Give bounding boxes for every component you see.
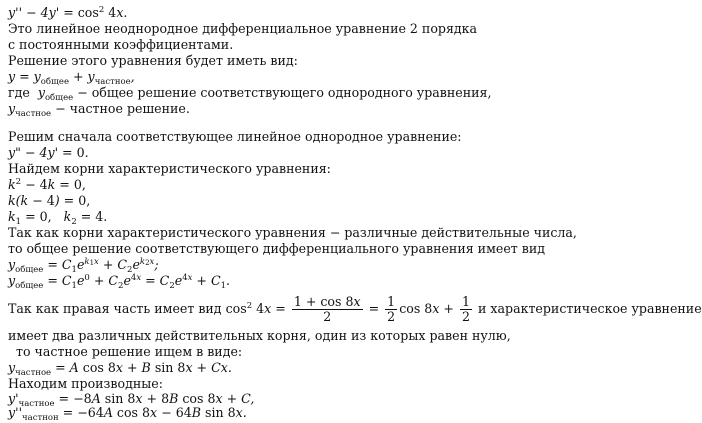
- text-line-19: то частное решение ищем в виде:: [16, 344, 243, 359]
- equation-first-derivative: $y'_{частное} = -8A$ sin 8x + 8B cos 8x + C,: [8, 391, 255, 409]
- equation-original: $y'' - 4y' = \cos^2 4x$.: [8, 5, 128, 20]
- equation-characteristic: $k^2 - 4k = 0$,: [8, 177, 86, 192]
- text-line-1: Это линейное неоднородное дифференциальное уравнение 2 порядка: [8, 21, 478, 36]
- text-line-9: Найдем корни характеристического уравнения:: [8, 161, 331, 176]
- text-line-2: с постоянными коэффициентами.: [8, 37, 234, 52]
- equation-homogeneous: y" − 4y' = 0.: [8, 145, 89, 160]
- text-line-14: то общее решение соответствующего дифференциального уравнения имеет вид: [8, 241, 545, 256]
- text-line-18: имеет два различных действительных корня, один из которых равен нулю,: [8, 328, 511, 343]
- equation-particular-form: $y_{частное} = A$ cos 8x + B sin 8x + Cx.: [8, 360, 232, 378]
- text-line-17: Так как правая часть имеет вид $\cos^2 4x$ = $\frac{1 + \cos 8x}{2}$ = $\frac{1}{2}$ cos 8x + $\frac{1}{2}$ и характеристическое уравнение: [8, 294, 702, 324]
- equation-general-solution-1: $y_{общее} = C_1e^{k_1x} + C_2e^{k_2x}$;: [8, 257, 159, 275]
- equation-second-derivative: $y''_{частнон} = -64A$ cos 8x − 64B sin 8x.: [8, 405, 247, 423]
- text-line-5: где $y_{общее}$ − общее решение соответствующего однородного уравнения,: [8, 85, 492, 103]
- equation-roots: $k_1 = 0$, $k_2 = 4$.: [8, 209, 108, 227]
- text-line-3: Решение этого уравнения будет иметь вид:: [8, 53, 298, 68]
- text-line-21: Находим производные:: [8, 376, 163, 391]
- text-line-7: Решим сначала соответствующее линейное однородное уравнение:: [8, 129, 462, 144]
- equation-general-solution-2: $y_{общее} = C_1e^0 + C_2e^{4x} = C_2e^{4x} + C_1$.: [8, 273, 231, 291]
- equation-general-form: $y = y_{общее} + y_{частное}$,: [8, 69, 135, 87]
- text-line-6: $y_{частное}$ − частное решение.: [8, 101, 190, 119]
- equation-factored: k(k − 4) = 0,: [8, 193, 91, 208]
- text-line-13: Так как корни характеристического уравнения − различные действительные числа,: [8, 225, 577, 240]
